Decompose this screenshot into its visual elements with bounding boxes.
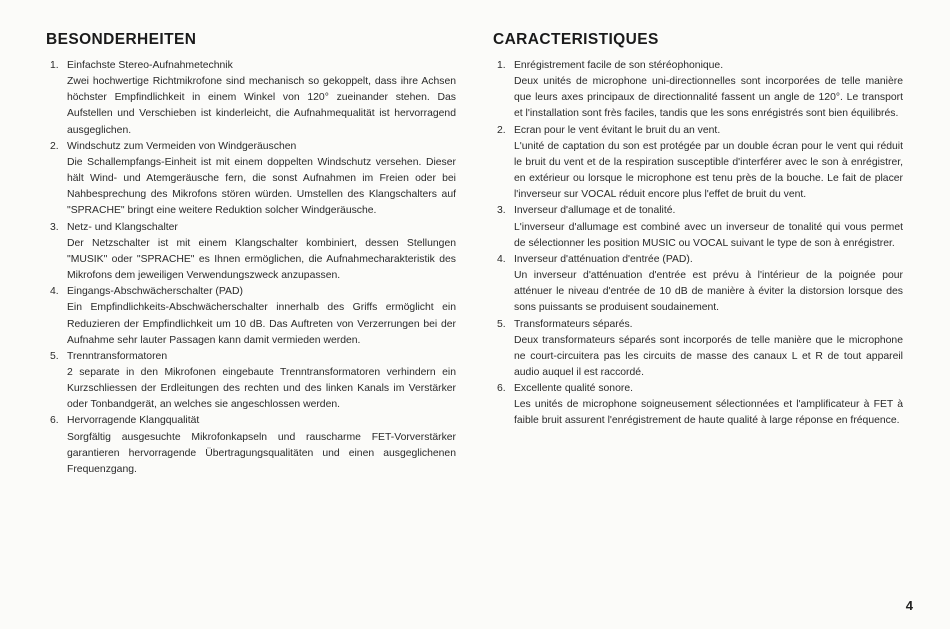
item-title: Trenntransformatoren [67, 350, 168, 362]
item-number: 2. [50, 140, 59, 152]
list-item [46, 139, 456, 220]
item-body: Zwei hochwertige Richtmikrofone sind mechanisch so gekoppelt, dass ihre Achsen höchster Empfindlichkeit in einem Winkel von 120° zueinander stehen. Das Aufstellen und Verschieben ist kinderleicht, die Aufnahmequalität ist hervorragend ausgeglichen. [67, 76, 456, 136]
item-title: Netz- und Klangschalter [67, 221, 178, 233]
item-body: Deux unités de microphone uni-directionnelles sont incorporées de telle manière que leurs axes principaux de directionnalité fassent un angle de 120°. Le transport et l'installation sont frès faciles, tandis que les sons enrégistrés sont bien équilibrés. [514, 76, 903, 120]
item-title: Eingangs-Abschwächerschalter (PAD) [67, 286, 243, 298]
list-item [493, 317, 903, 382]
item-number: 2. [497, 124, 506, 136]
item-title: Transformateurs séparés. [514, 318, 633, 330]
list-item [493, 381, 903, 429]
item-body: Un inverseur d'atténuation d'entrée est prévu à l'intérieur de la poignée pour atténuer le niveau d'entrée de 10 dB de manière à éviter la distorsion lorsque des sons puissants se produisent soudainement. [514, 270, 903, 314]
item-title: Excellente qualité sonore. [514, 383, 633, 395]
item-number: 6. [497, 383, 506, 395]
french-feature-list [493, 58, 903, 430]
item-number: 1. [50, 60, 59, 71]
item-number: 6. [50, 415, 59, 427]
item-title: Einfachste Stereo-Aufnahmetechnik [67, 60, 233, 71]
item-body: Sorgfältig ausgesuchte Mikrofonkapseln und rauscharme FET-Vorverstärker garantieren hervorragende Übertragungsqualitäten und einen ausgeglichenen Frequenzgang. [67, 431, 456, 475]
item-body: Der Netzschalter ist mit einem Klangschalter kombiniert, dessen Stellungen "MUSIK" oder "SPRACHE" es Ihnen ermöglichen, die Aufnahmecharakteristik des Mikrofons dem jeweiligen Verwendungszweck anzupassen. [67, 237, 456, 282]
list-item [46, 349, 456, 414]
item-body: Die Schallempfangs-Einheit ist mit einem doppelten Windschutz versehen. Dieser hält Wind- und Atemgeräusche fern, die sonst Aufnahmen im Freien oder bei Nahbesprechung des Mikrofons stören würden. Umstellen des Klangschalters auf "SPRACHE" bringt eine weitere Reduktion solcher Windgeräusche. [67, 156, 456, 217]
list-item [46, 413, 456, 478]
french-heading: CARACTERISTIQUES [493, 31, 659, 48]
page-number: 4 [905, 598, 913, 613]
item-body: Les unités de microphone soigneusement sélectionnées et l'amplificateur à FET à faible bruit assurent l'enrégistrement de haute qualité à large réponse en fréquence. [514, 399, 903, 427]
item-number: 5. [50, 350, 59, 362]
item-title: Inverseur d'atténuation d'entrée (PAD). [514, 253, 693, 265]
german-heading: BESONDERHEITEN [46, 31, 197, 48]
item-number: 3. [50, 221, 59, 233]
item-number: 1. [497, 60, 506, 71]
list-item [46, 220, 456, 285]
item-title: Windschutz zum Vermeiden von Windgeräuschen [67, 140, 297, 152]
item-title: Inverseur d'allumage et de tonalité. [514, 205, 676, 217]
list-item [46, 284, 456, 349]
item-body: Ein Empfindlichkeits-Abschwächerschalter innerhalb des Griffs ermöglicht ein Reduzieren der Empfindlichkeit um 10 dB. Das Auftreten von Verzerrungen bei der Aufnahme sehr lauter Passagen kann damit vermieden werden. [67, 302, 456, 346]
german-feature-list [46, 58, 456, 478]
item-title: Ecran pour le vent évitant le bruit du an vent. [514, 124, 721, 136]
list-item [46, 58, 456, 139]
item-title: Hervorragende Klangqualität [67, 415, 200, 427]
list-item [493, 252, 903, 317]
german-column [46, 31, 456, 478]
item-number: 4. [50, 286, 59, 298]
item-body: L'unité de captation du son est protégée par un double écran pour le vent qui réduit le bruit du vent et de la respiration susceptible d'interférer avec le son à enrégistrer, en extérieur ou lorsque le microphone est tenu près de la bouche. Le fait de placer l'inverseur sur VOCAL réduit encore plus l'effet de bruit du vent. [514, 140, 903, 201]
item-title: Enrégistrement facile de son stéréophonique. [514, 60, 724, 71]
french-column [493, 31, 903, 430]
item-body: Deux transformateurs séparés sont incorporés de telle manière que le microphone ne court-circuitera pas les circuits de masse des canaux L et R de tout appareil audio auquel il est raccordé. [514, 334, 903, 378]
item-number: 4. [497, 253, 506, 265]
item-number: 5. [497, 318, 506, 330]
list-item [493, 203, 903, 251]
list-item [493, 58, 903, 123]
item-body: 2 separate in den Mikrofonen eingebaute Trenntransformatoren verhindern ein Kurzschliessen der Erdleitungen des rechten und des linken Kanals im Verstärker oder Tonbandgerät, an welches sie angeschlossen werden. [67, 366, 456, 411]
item-number: 3. [497, 205, 506, 217]
list-item [493, 123, 903, 204]
item-body: L'inverseur d'allumage est combiné avec un inverseur de tonalité qui vous permet de sélectionner les position MUSIC ou VOCAL suivant le type de son à enrégistrer. [514, 221, 903, 249]
